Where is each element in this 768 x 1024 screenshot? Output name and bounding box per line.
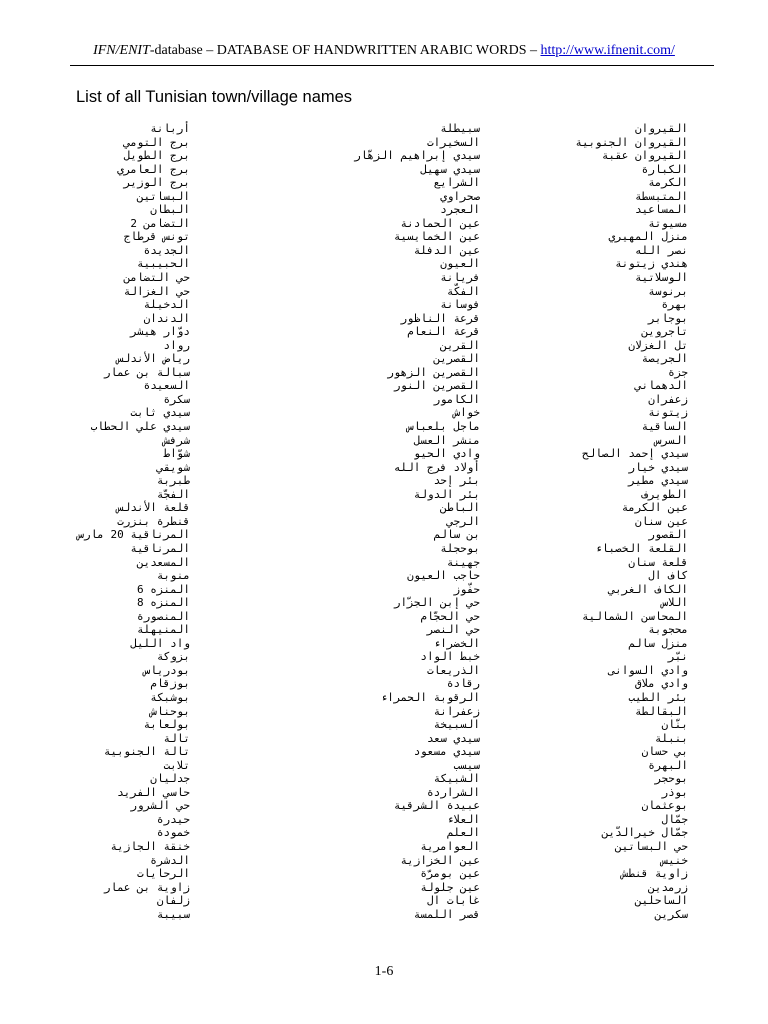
town-name: بوحناش: [150, 704, 190, 718]
town-name: الكامور: [433, 392, 480, 406]
town-name: البساتين: [137, 189, 190, 203]
town-name: شوّاط: [163, 447, 190, 461]
town-name: زاوية قنطش: [621, 867, 688, 881]
town-name: سيدي سهيل: [420, 162, 480, 176]
town-name: حي البساتين: [615, 839, 688, 853]
town-name: جدليان: [150, 772, 190, 786]
town-name: الحبيبية: [137, 257, 190, 271]
town-name: المرناقية: [130, 541, 190, 555]
town-name: بوشبكة: [150, 690, 190, 704]
town-name: عين الخزازية: [400, 853, 480, 867]
town-name: حي إبن الجزّار: [393, 596, 480, 610]
town-name: تالة الجنوبية: [103, 745, 190, 759]
town-name: حي التضامن: [123, 271, 190, 285]
town-name: المسعدين: [137, 555, 190, 569]
town-name: السخيرات: [427, 135, 480, 149]
town-name: عين الحمادنة: [400, 216, 480, 230]
town-name: جمّال خيرالدّين: [601, 826, 688, 840]
town-name: اللاس: [661, 596, 688, 610]
town-name: سيدي سعد: [427, 731, 480, 745]
town-name: حاجب العيون: [407, 569, 480, 583]
header-rule: [70, 65, 714, 66]
town-name: برج الوزير: [123, 176, 190, 190]
town-name: برج الطويل: [123, 149, 190, 163]
town-name: نصر الله: [635, 243, 688, 257]
page-header: [0, 42, 768, 60]
town-name: القلعة الخصباء: [595, 541, 688, 555]
town-name: الوسلاتية: [635, 271, 688, 285]
town-name: الشبيكة: [433, 772, 480, 786]
town-name: غابات ال: [427, 894, 480, 908]
town-name: الجديدة: [143, 243, 190, 257]
town-name: مسيوتة: [648, 216, 688, 230]
town-name: برج التومي: [123, 135, 190, 149]
town-name: حي النصر: [427, 623, 480, 637]
town-name: الرجي: [446, 514, 480, 528]
town-name: عين الكرمة: [621, 501, 688, 515]
town-name: سيدي مطير: [628, 474, 688, 488]
town-name: بوذر: [661, 785, 688, 799]
town-name: الدخيلة: [143, 298, 190, 312]
town-name: سيدي إبراهيم الزهّار: [354, 149, 480, 163]
town-name: الفجّة: [156, 487, 190, 501]
town-name: الدهماني: [635, 379, 688, 393]
town-name: القصرين الزهور: [387, 365, 480, 379]
town-name: بئر الدولة: [413, 487, 480, 501]
town-name: محجوبة: [648, 623, 688, 637]
town-name: شويقي: [156, 460, 190, 474]
town-name: زعفران: [648, 392, 688, 406]
town-name: المساعيد: [635, 203, 688, 217]
town-name: خنقة الجازية: [110, 839, 190, 853]
town-name: المرناقية 20 مارس: [77, 528, 190, 542]
town-name: الخضراء: [433, 636, 480, 650]
town-name: أربانة: [150, 122, 190, 135]
town-name: سبيطلة: [440, 122, 480, 135]
town-name: فوسانة: [440, 298, 480, 312]
town-name: المتبسطة: [635, 189, 688, 203]
town-name: عين بومرّة: [420, 867, 480, 881]
town-name: تونس قرطاج: [123, 230, 190, 244]
town-name: سيسب: [453, 758, 480, 772]
town-name: سبالة بن عمار: [103, 365, 190, 379]
town-name: سيدي ثابت: [130, 406, 190, 420]
town-name: منزل سالم: [628, 636, 688, 650]
town-name: الكبارة: [641, 162, 688, 176]
town-name: شرفش: [163, 433, 190, 447]
town-name: السرس: [654, 433, 688, 447]
town-name: زرمدين: [648, 880, 688, 894]
town-name: بزوكة: [156, 650, 190, 664]
town-name: قنطرة بنزرت: [117, 514, 190, 528]
header-database-name: IFN/ENIT: [93, 43, 150, 58]
town-name: القصور: [648, 528, 688, 542]
town-name: التضامن 2: [130, 216, 190, 230]
town-name: قصر اللمسة: [413, 907, 480, 921]
town-name: العيون: [440, 257, 480, 271]
town-name: فريانة: [440, 271, 480, 285]
town-name: سبيبة: [156, 907, 190, 921]
town-name: بوعثمان: [641, 799, 688, 813]
town-name: قرعة النعام: [407, 325, 480, 339]
town-name: السبيخة: [433, 718, 480, 732]
town-name: عين جلولة: [420, 880, 480, 894]
town-name: سيدي خيار: [628, 460, 688, 474]
town-name: منوبة: [156, 569, 190, 583]
town-name: رقادة: [446, 677, 480, 691]
town-name: بنّان: [661, 718, 688, 732]
town-name: العجرد: [440, 203, 480, 217]
town-name: حيدرة: [156, 812, 190, 826]
town-name: عين الخمايسية: [393, 230, 480, 244]
town-name: هندي زيتونة: [615, 257, 688, 271]
town-name: بوحجر: [654, 772, 688, 786]
town-name: القيروان عقبة: [601, 149, 688, 163]
town-name: الجريصة: [641, 352, 688, 366]
town-name: سيدي مسعود: [413, 745, 480, 759]
town-name: سكرين: [654, 907, 688, 921]
town-name: عبيدة الشرقية: [393, 799, 480, 813]
town-name: سيدي إحمد الصالح: [582, 447, 688, 461]
town-name: صحراوي: [440, 189, 480, 203]
header-link[interactable]: http://www.ifnenit.com/: [540, 43, 675, 58]
town-name: وادي الحيو: [413, 447, 480, 461]
town-name: الفكّة: [446, 284, 480, 298]
town-name: بولعابة: [143, 718, 190, 732]
town-name: الدندان: [143, 311, 190, 325]
town-name: المحاسن الشمالية: [582, 609, 688, 623]
town-name: المنزه 6: [137, 582, 190, 596]
town-name: تل الغزلان: [628, 338, 688, 352]
town-name: حفّوز: [453, 582, 480, 596]
town-name: المنيهلة: [137, 623, 190, 637]
town-name: القيروان: [635, 122, 688, 135]
town-name: وادي ملاق: [635, 677, 688, 691]
town-name: البهرة: [648, 758, 688, 772]
town-name: خواش: [453, 406, 480, 420]
town-name: زاوية بن عمار: [103, 880, 190, 894]
town-name: بئر الطيب: [628, 690, 688, 704]
town-name: خنيس: [661, 853, 688, 867]
town-name: القرين: [440, 338, 480, 352]
town-name: الكرمة: [648, 176, 688, 190]
town-name: بوزقام: [150, 677, 190, 691]
town-name: ماجل بلعباس: [407, 420, 480, 434]
town-name: القصرين النور: [393, 379, 480, 393]
town-name: برج العامري: [117, 162, 190, 176]
town-name: بوحجلة: [440, 541, 480, 555]
town-name: السعيدة: [143, 379, 190, 393]
town-name: بي حسان: [641, 745, 688, 759]
town-name: سكرة: [163, 392, 190, 406]
town-name: البطان: [150, 203, 190, 217]
town-name: وادي السوانى: [608, 663, 688, 677]
town-name: نبّر: [668, 650, 688, 664]
names-column-left: [70, 122, 190, 921]
town-name: عين سنان: [635, 514, 688, 528]
town-name: الساحلين: [635, 894, 688, 908]
town-name: كاف ال: [648, 569, 688, 583]
town-name: الكاف الغربي: [608, 582, 688, 596]
town-name: الشرايع: [433, 176, 480, 190]
town-name: تاجروين: [641, 325, 688, 339]
town-name: جمّال: [661, 812, 688, 826]
town-name: منزل المهيري: [608, 230, 688, 244]
town-name: خبط الواد: [420, 650, 480, 664]
town-name: بهرة: [661, 298, 688, 312]
town-name: زلفان: [156, 894, 190, 908]
town-name: حي الغزالة: [123, 284, 190, 298]
town-name: بوجابر: [648, 311, 688, 325]
town-name: المنصورة: [137, 609, 190, 623]
town-name: البقالطة: [635, 704, 688, 718]
names-column-right: [540, 122, 688, 921]
town-name: جزة: [668, 365, 688, 379]
town-name: خمودة: [156, 826, 190, 840]
town-name: أولاد فرج الله: [393, 460, 480, 474]
town-name: العلم: [446, 826, 480, 840]
town-name: الباطن: [440, 501, 480, 515]
town-name: الطويرف: [641, 487, 688, 501]
town-name: القصرين: [433, 352, 480, 366]
page-number: 1-6: [374, 964, 394, 979]
town-name: الرحايات: [137, 867, 190, 881]
town-name: قرعة الناظور: [400, 311, 480, 325]
town-name: جهينة: [446, 555, 480, 569]
town-name: المنزه 8: [137, 596, 190, 610]
town-name: حي الشرور: [130, 799, 190, 813]
town-name: قلعة الأندلس: [117, 501, 190, 515]
town-name: قلعة سنان: [628, 555, 688, 569]
town-name: العلاء: [446, 812, 480, 826]
names-column-middle: [320, 122, 480, 921]
town-name: الدشرة: [150, 853, 190, 867]
town-name: زعفرانة: [433, 704, 480, 718]
town-name: تلابت: [163, 758, 190, 772]
town-name: عين الدفلة: [413, 243, 480, 257]
town-name: بنبلة: [654, 731, 688, 745]
town-name: بن سالم: [433, 528, 480, 542]
town-name: الرقوبة الحمراء: [380, 690, 480, 704]
town-name: حي الحجّام: [420, 609, 480, 623]
town-name: طبربة: [156, 474, 190, 488]
town-name: بودرياس: [143, 663, 190, 677]
town-name: رياض الأندلس: [117, 352, 190, 366]
town-name: العوامرية: [420, 839, 480, 853]
town-name: حاسي الفريد: [117, 785, 190, 799]
town-name: دوّار هيشر: [130, 325, 190, 339]
town-name: القيروان الجنوبية: [575, 135, 688, 149]
town-name: تالة: [163, 731, 190, 745]
town-name: واد الليل: [130, 636, 190, 650]
town-name: الشراردة: [427, 785, 480, 799]
town-name: الذريعات: [427, 663, 480, 677]
page-title: List of all Tunisian town/village names: [76, 88, 353, 106]
town-name: زيتونة: [648, 406, 688, 420]
header-description: -database – DATABASE OF HANDWRITTEN ARABIC WORDS –: [149, 43, 541, 58]
town-name: رواد: [163, 338, 190, 352]
town-name: سيدي علي الحطاب: [90, 420, 190, 434]
town-name: بئر إحد: [433, 474, 480, 488]
town-name: الساقية: [641, 420, 688, 434]
town-name: منشر العسل: [413, 433, 480, 447]
town-name: برنوسة: [648, 284, 688, 298]
